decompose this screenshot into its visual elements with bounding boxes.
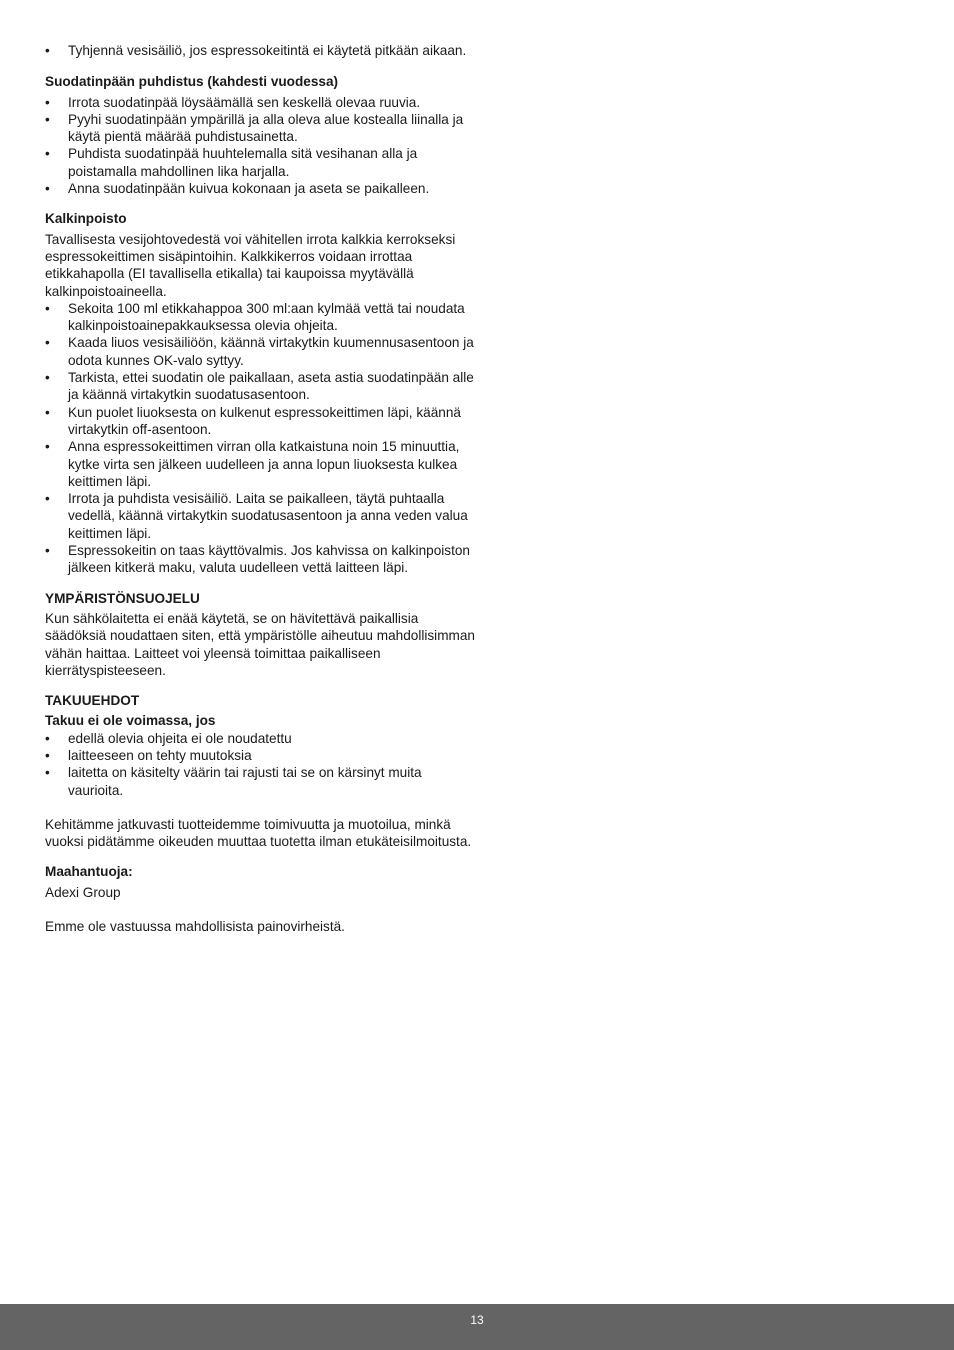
descaling-steps-list (45, 300, 475, 577)
descaling-intro: Tavallisesta vesijohtovedestä voi vähitellen irrota kalkkia kerrokseksi espressokeittimen sisäpintoihin. Kalkkikerros voidaan irrottaa etikkahapolla (EI tavallisella etikalla) tai kaupoissa myytävällä kalkinpoistoaineella. (45, 231, 456, 299)
list-item: • laitetta on käsitelty väärin tai rajusti tai se on kärsinyt muita vaurioita. (45, 764, 475, 799)
importer-heading: Maahantuoja: (45, 864, 133, 880)
environment-heading: YMPÄRISTÖNSUOJELU (45, 590, 200, 606)
list-item: • Irrota ja puhdista vesisäiliö. Laita se paikalleen, täytä puhtaalla vedellä, käännä virtakytkin suodatusasentoon ja anna veden valua keittimen läpi. (45, 490, 475, 542)
list-item: • Kaada liuos vesisäiliöön, käännä virtakytkin kuumennusasentoon ja odota kunnes OK-valo syttyy. (45, 334, 475, 369)
intro-bullet-list (45, 42, 475, 59)
list-item: • Espressokeitin on taas käyttövalmis. Jos kahvissa on kalkinpoiston jälkeen kitkerä maku, valuta uudelleen vettä laitteen läpi. (45, 542, 475, 577)
list-item: • Pyyhi suodatinpään ympärillä ja alla oleva alue kostealla liinalla ja käytä pientä määrää puhdistusainetta. (45, 111, 475, 146)
list-item: • Irrota suodatinpää löysäämällä sen keskellä olevaa ruuvia. (45, 94, 475, 111)
descaling-heading: Kalkinpoisto (45, 211, 127, 227)
footer-bar (0, 1304, 954, 1350)
warranty-heading: TAKUUEHDOT (45, 693, 140, 709)
list-item: • laitteeseen on tehty muutoksia (45, 747, 475, 764)
misprint-disclaimer: Emme ole vastuussa mahdollisista painovirheistä. (45, 919, 345, 935)
list-item: • Anna espressokeittimen virran olla katkaistuna noin 15 minuuttia, kytke virta sen jälkeen uudelleen ja anna lopun liuoksesta kulkea keittimen läpi. (45, 438, 475, 490)
environment-text: Kun sähkölaitetta ei enää käytetä, se on hävitettävä paikallisia säädöksiä noudattaen siten, että ympäristölle aiheutuu mahdollisimman vähän haittaa. Laitteet voi yleensä toimittaa paikalliseen kierrätyspisteeseen. (45, 610, 475, 678)
page-number: 13 (470, 1313, 484, 1327)
warranty-conditions-list (45, 730, 475, 799)
document-body (45, 42, 475, 935)
product-change-note: Kehitämme jatkuvasti tuotteidemme toimivuutta ja muotoilua, minkä vuoksi pidätämme oikeuden muuttaa tuotetta ilman etukäteisilmoitusta. (45, 816, 472, 850)
list-item: • edellä olevia ohjeita ei ole noudatettu (45, 730, 475, 747)
importer-name: Adexi Group (45, 884, 121, 900)
list-item: • Tarkista, ettei suodatin ole paikallaan, aseta astia suodatinpään alle ja käännä virtakytkin suodatusasentoon. (45, 369, 475, 404)
filter-cleaning-list (45, 94, 475, 198)
filter-cleaning-heading: Suodatinpään puhdistus (kahdesti vuodessa) (45, 74, 339, 90)
list-item: • Sekoita 100 ml etikkahappoa 300 ml:aan kylmää vettä tai noudata kalkinpoistoainepakkauksessa olevia ohjeita. (45, 300, 475, 335)
list-item: • Anna suodatinpään kuivua kokonaan ja aseta se paikalleen. (45, 180, 475, 197)
warranty-subheading: Takuu ei ole voimassa, jos (45, 713, 216, 729)
list-item: • Puhdista suodatinpää huuhtelemalla sitä vesihanan alla ja poistamalla mahdollinen lika harjalla. (45, 145, 475, 180)
list-item: • Tyhjennä vesisäiliö, jos espressokeitintä ei käytetä pitkään aikaan. (45, 42, 475, 59)
list-item: • Kun puolet liuoksesta on kulkenut espressokeittimen läpi, käännä virtakytkin off-asentoon. (45, 404, 475, 439)
